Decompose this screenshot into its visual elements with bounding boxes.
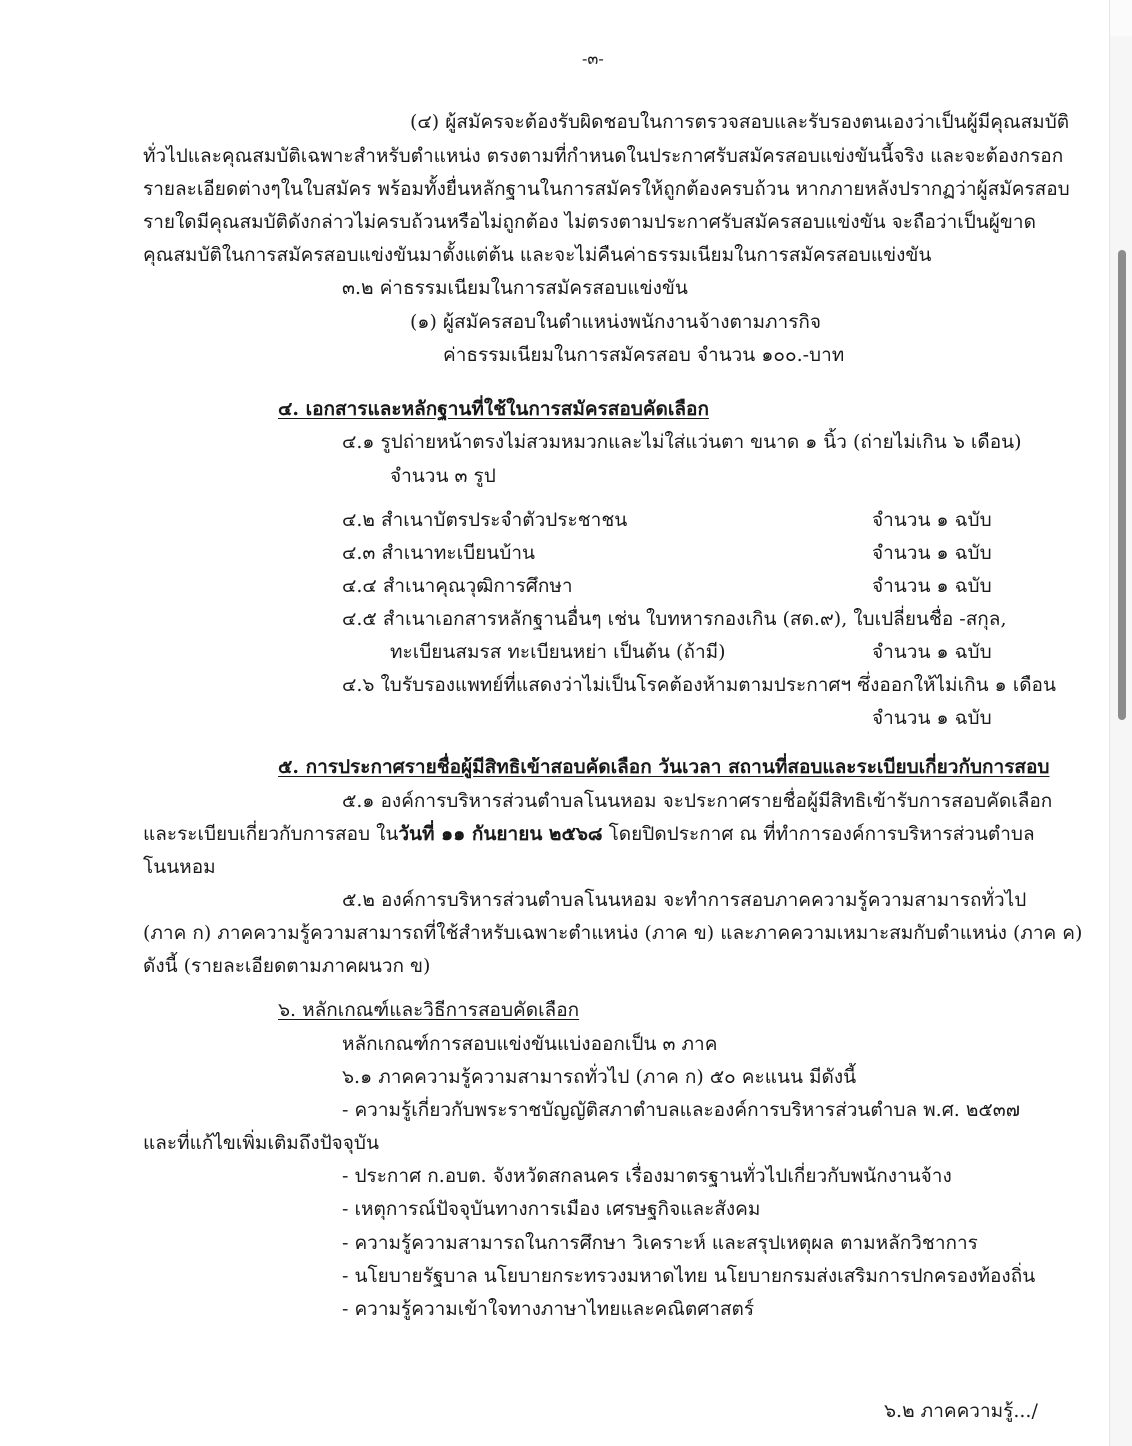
paragraph-line: ดังนี้ (รายละเอียดตามภาคผนวก ข): [143, 955, 431, 977]
scrollbar-track[interactable]: [1109, 0, 1132, 1446]
paragraph-line: ๕.๒ องค์การบริหารส่วนตำบลโนนหอม จะทำการสอบภาคความรู้ความสามารถทั่วไป: [342, 889, 1027, 911]
copy-count: จำนวน ๑ ฉบับ: [872, 641, 992, 663]
copy-count: จำนวน ๑ ฉบับ: [872, 707, 992, 729]
list-item: ๔.๖ ใบรับรองแพทย์ที่แสดงว่าไม่เป็นโรคต้องห้ามตามประกาศฯ ซึ่งออกให้ไม่เกิน ๑ เดือน: [342, 674, 1056, 696]
list-item: ๔.๓ สำเนาทะเบียนบ้าน: [342, 542, 535, 564]
bullet-item-continuation: และที่แก้ไขเพิ่มเติมถึงปัจจุบัน: [143, 1132, 379, 1154]
section-6-heading: ๖. หลักเกณฑ์และวิธีการสอบคัดเลือก: [278, 999, 580, 1021]
paragraph-line: ๕.๑ องค์การบริหารส่วนตำบลโนนหอม จะประกาศรายชื่อผู้มีสิทธิเข้ารับการสอบคัดเลือก: [342, 790, 1053, 812]
paragraph-line: (๔) ผู้สมัครจะต้องรับผิดชอบในการตรวจสอบและรับรองตนเองว่าเป็นผู้มีคุณสมบัติ: [410, 111, 1070, 133]
paragraph-line: รายใดมีคุณสมบัติดังกล่าวไม่ครบถ้วนหรือไม่ถูกต้อง ไม่ตรงตามประกาศรับสมัครสอบแข่งขัน จะถือว่าเป็นผู้ขาด: [143, 211, 1036, 233]
list-item-continuation: จำนวน ๓ รูป: [390, 465, 496, 487]
bullet-item: - ความรู้เกี่ยวกับพระราชบัญญัติสภาตำบลและองค์การบริหารส่วนตำบล พ.ศ. ๒๕๓๗: [342, 1099, 1021, 1121]
copy-count: จำนวน ๑ ฉบับ: [872, 509, 992, 531]
paragraph-line: คุณสมบัติในการสมัครสอบแข่งขันมาตั้งแต่ต้น และจะไม่คืนค่าธรรมเนียมในการสมัครสอบแข่งขัน: [143, 244, 932, 266]
list-item: ๔.๔ สำเนาคุณวุฒิการศึกษา: [342, 575, 573, 597]
paragraph-line: รายละเอียดต่างๆในใบสมัคร พร้อมทั้งยื่นหลักฐานในการสมัครให้ถูกต้องครบถ้วน หากภายหลังปรากฏว่าผู้สมัครสอบ: [143, 178, 1070, 200]
text-run: และระเบียบเกี่ยวกับการสอบ ใน: [143, 823, 399, 845]
scrollbar-thumb[interactable]: [1118, 250, 1126, 720]
bullet-item: - นโยบายรัฐบาล นโยบายกระทรวงมหาดไทย นโยบายกรมส่งเสริมการปกครองท้องถิ่น: [342, 1265, 1036, 1287]
bullet-item: - ความรู้ความเข้าใจทางภาษาไทยและคณิตศาสตร์: [342, 1298, 755, 1320]
copy-count: จำนวน ๑ ฉบับ: [872, 575, 992, 597]
section-5-heading: ๕. การประกาศรายชื่อผู้มีสิทธิเข้าสอบคัดเลือก วันเวลา สถานที่สอบและระเบียบเกี่ยวกับการสอบ: [278, 756, 1050, 778]
paragraph-line: (๑) ผู้สมัครสอบในตำแหน่งพนักงานจ้างตามภารกิจ: [410, 311, 822, 333]
section-4-heading: ๔. เอกสารและหลักฐานที่ใช้ในการสมัครสอบคัดเลือก: [278, 398, 709, 420]
paragraph-line: ค่าธรรมเนียมในการสมัครสอบ จำนวน ๑๐๐.-บาท: [443, 344, 845, 366]
paragraph-line: โนนหอม: [143, 856, 216, 878]
paragraph-line: [143, 821, 1035, 847]
bullet-item: - ประกาศ ก.อบต. จังหวัดสกลนคร เรื่องมาตรฐานทั่วไปเกี่ยวกับพนักงานจ้าง: [342, 1165, 952, 1187]
text-run: โดยปิดประกาศ ณ ที่ทำการองค์การบริหารส่วนตำบล: [602, 823, 1035, 845]
subsection-heading: ๓.๒ ค่าธรรมเนียมในการสมัครสอบแข่งขัน: [342, 277, 688, 299]
copy-count: จำนวน ๑ ฉบับ: [872, 542, 992, 564]
list-item-continuation: ทะเบียนสมรส ทะเบียนหย่า เป็นต้น (ถ้ามี): [390, 641, 726, 663]
paragraph-line: (ภาค ก) ภาคความรู้ความสามารถที่ใช้สำหรับเฉพาะตำแหน่ง (ภาค ข) และภาคความเหมาะสมกับตำแหน่ง (ภาค ค): [143, 922, 1083, 944]
list-item: ๔.๒ สำเนาบัตรประจำตัวประชาชน: [342, 509, 628, 531]
list-item: ๔.๕ สำเนาเอกสารหลักฐานอื่นๆ เช่น ใบทหารกองเกิน (สด.๙), ใบเปลี่ยนชื่อ -สกุล,: [342, 608, 1007, 630]
paragraph-line: หลักเกณฑ์การสอบแข่งขันแบ่งออกเป็น ๓ ภาค: [342, 1033, 718, 1055]
bullet-item: - เหตุการณ์ปัจจุบันทางการเมือง เศรษฐกิจและสังคม: [342, 1198, 761, 1220]
scrollbar-cap: [1110, 0, 1132, 36]
paragraph-line: ทั่วไปและคุณสมบัติเฉพาะสำหรับตำแหน่ง ตรงตามที่กำหนดในประกาศรับสมัครสอบแข่งขันนี้จริง และจะต้องกรอก: [143, 145, 1064, 167]
list-item: ๔.๑ รูปถ่ายหน้าตรงไม่สวมหมวกและไม่ใส่แว่นตา ขนาด ๑ นิ้ว (ถ่ายไม่เกิน ๖ เดือน): [342, 431, 1022, 453]
bullet-item: - ความรู้ความสามารถในการศึกษา วิเคราะห์ และสรุปเหตุผล ตามหลักวิชาการ: [342, 1232, 978, 1254]
page-number: -๓-: [582, 49, 604, 68]
continuation-note: ๖.๒ ภาคความรู้.../: [884, 1400, 1038, 1422]
announcement-date: วันที่ ๑๑ กันยายน ๒๕๖๘: [398, 823, 603, 845]
subsection-heading: ๖.๑ ภาคความรู้ความสามารถทั่วไป (ภาค ก) ๕๐ คะแนน มีดังนี้: [342, 1066, 857, 1088]
